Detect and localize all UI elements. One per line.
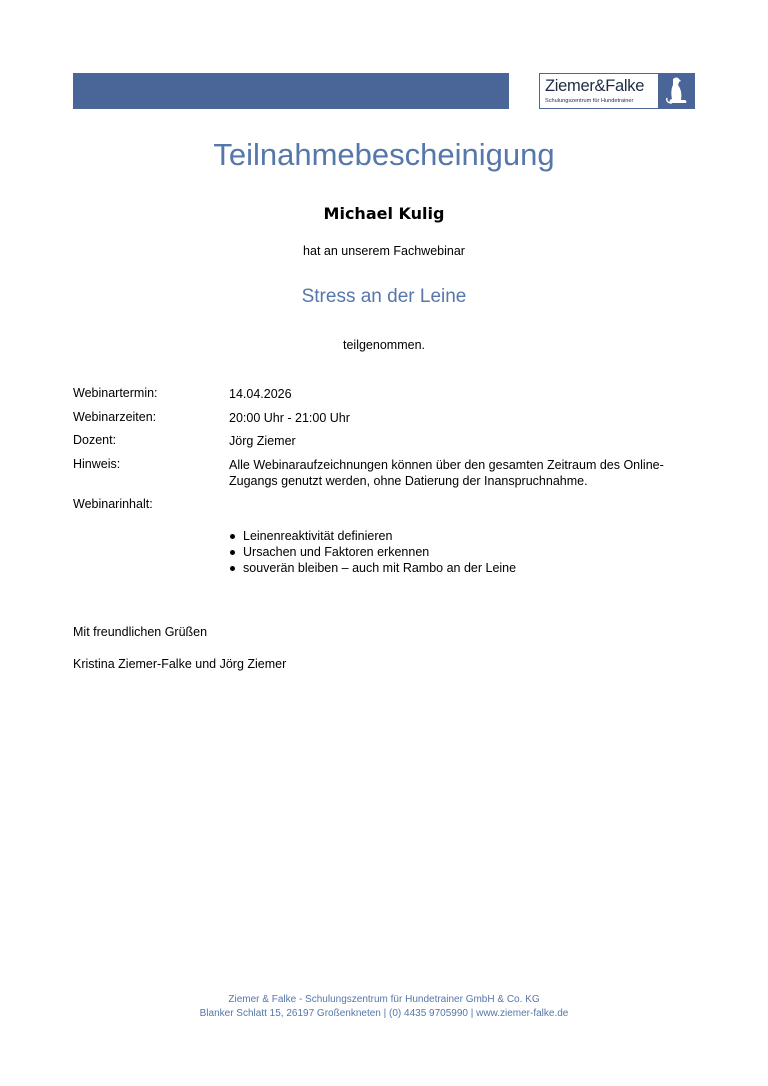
note-value <box>229 457 699 489</box>
footer-company: Ziemer & Falke - Schulungszentrum für Hundetrainer GmbH & Co. KG <box>228 994 540 1005</box>
topic-list <box>229 528 516 576</box>
signature: Kristina Ziemer-Falke und Jörg Ziemer <box>73 657 287 671</box>
footer-address: Blanker Schlatt 15, 26197 Großenkneten | (0) 4435 9705990 | www.ziemer-falke.de <box>199 1008 569 1019</box>
header-bar <box>73 73 509 109</box>
note-label: Hinweis: <box>73 457 121 471</box>
intro-text: hat an unserem Fachwebinar <box>303 244 465 258</box>
topic-text: Ursachen und Faktoren erkennen <box>243 545 430 559</box>
note-line-1: Alle Webinaraufzeichnungen können über den gesamten Zeitraum des Online- <box>229 458 664 472</box>
bullet-icon <box>230 550 235 555</box>
list-item <box>229 560 516 576</box>
times-label: Webinarzeiten: <box>73 410 157 424</box>
logo-name: Ziemer&Falke <box>545 77 645 95</box>
dog-logo-icon <box>658 74 694 108</box>
content-label: Webinarinhalt: <box>73 497 153 511</box>
outro-text: teilgenommen. <box>343 338 425 352</box>
list-item <box>229 528 516 544</box>
topic-text: souverän bleiben – auch mit Rambo an der Leine <box>243 561 517 575</box>
company-logo <box>539 73 695 109</box>
participant-name: Michael Kulig <box>323 204 445 223</box>
topic-text: Leinenreaktivität definieren <box>243 529 393 543</box>
greeting: Mit freundlichen Grüßen <box>73 625 208 639</box>
list-item <box>229 544 516 560</box>
note-line-2: Zugangs genutzt werden, ohne Datierung der Inanspruchnahme. <box>229 474 588 488</box>
certificate-title: Teilnahmebescheinigung <box>213 137 555 172</box>
date-label: Webinartermin: <box>73 386 158 400</box>
date-value: 14.04.2026 <box>229 387 292 401</box>
webinar-title: Stress an der Leine <box>301 286 467 307</box>
lecturer-value: Jörg Ziemer <box>229 434 296 448</box>
bullet-icon <box>230 534 235 539</box>
times-value: 20:00 Uhr - 21:00 Uhr <box>229 411 350 425</box>
lecturer-label: Dozent: <box>73 433 117 447</box>
bullet-icon <box>230 566 235 571</box>
logo-subtitle: Schulungszentrum für Hundetrainer <box>545 98 634 104</box>
